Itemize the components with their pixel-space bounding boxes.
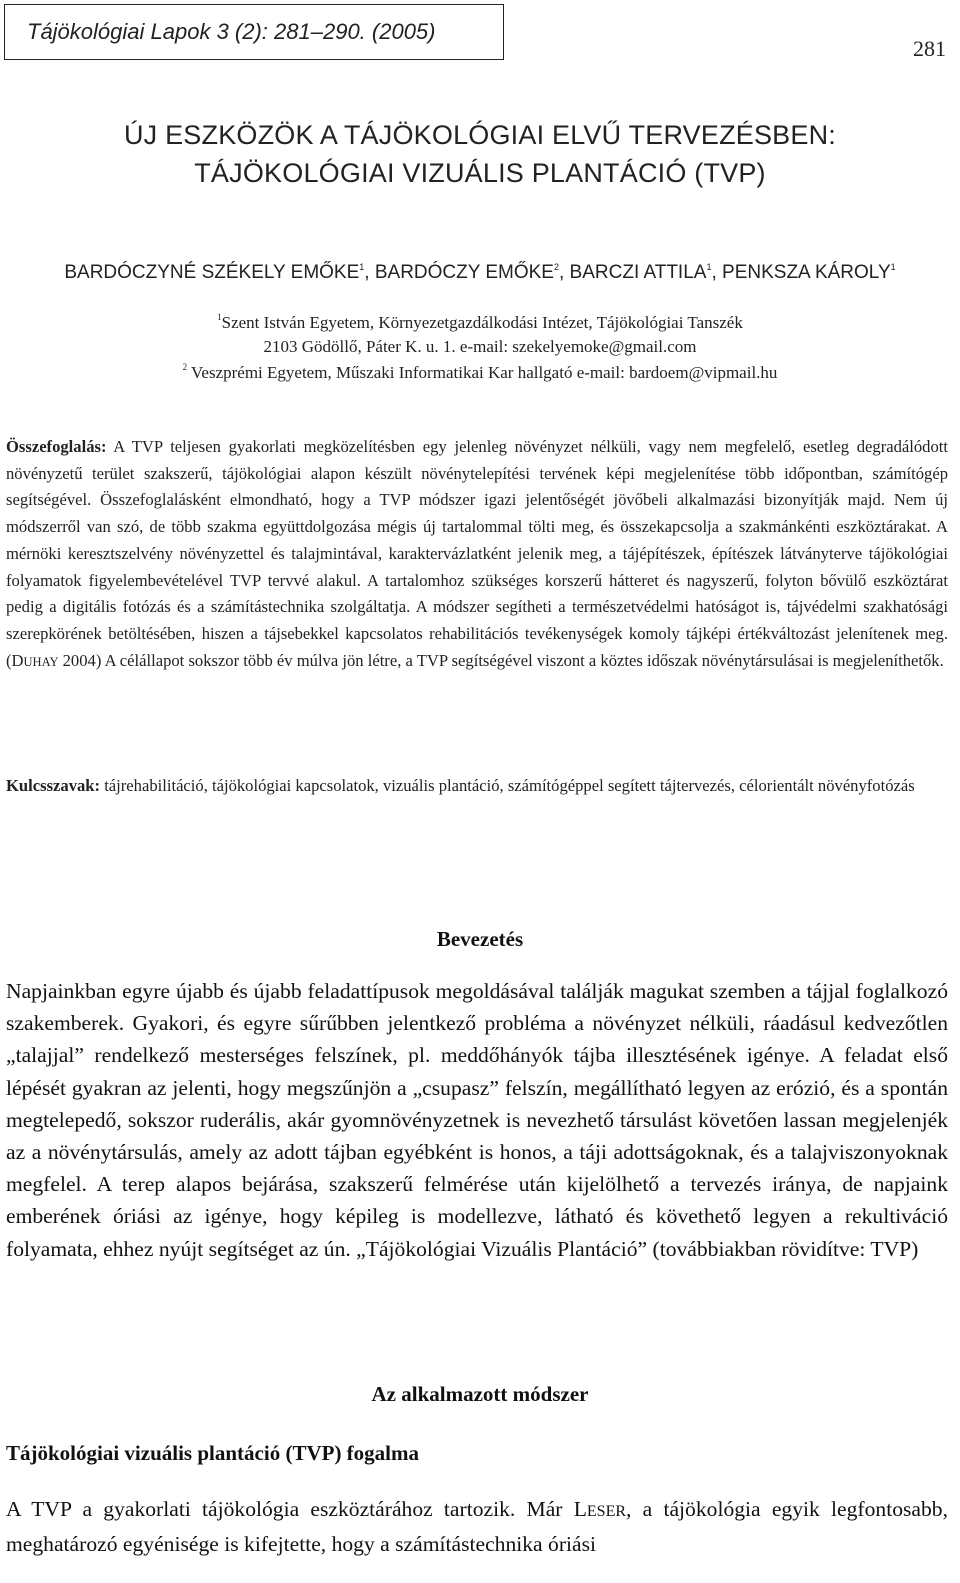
tvp-author-smallcaps: ESER <box>586 1503 627 1520</box>
abstract-label: Összefoglalás: <box>6 437 107 456</box>
tvp-paragraph <box>6 1493 948 1560</box>
affiliation-2-text: Veszprémi Egyetem, Műszaki Informatikai Kar hallgató e-mail: bardoem@vipmail.hu <box>187 363 778 382</box>
journal-citation: Tájökológiai Lapok 3 (2): 281–290. (2005) <box>27 19 436 44</box>
keywords-text: tájrehabilitáció, tájökológiai kapcsolatok, vizuális plantáció, számítógéppel segített tájtervezés, célorientált növényfotózás <box>100 776 915 795</box>
abstract-author-smallcaps: UHAY <box>23 654 59 669</box>
author-4-affil: 1 <box>890 262 896 272</box>
keywords-label: Kulcsszavak: <box>6 776 101 795</box>
affiliation-2-marker: 2 <box>182 362 188 372</box>
section-heading-intro: Bevezetés <box>436 927 524 951</box>
author-4: , PENKSZA KÁROLY <box>711 262 891 283</box>
tvp-text-2: , a tájökológia egyik legfontosabb, meghatározó egyénisége is kifejtette, hogy a számítástechnika óriási <box>6 1497 948 1557</box>
intro-paragraph: Napjainkban egyre újabb és újabb feladattípusok megoldásával találják magukat szemben a tájjal foglalkozó szakemberek. Gyakori, és egyre sűrűbben jelentkező probléma a növényzet nélküli, ráadásul kedvezőtlen „talajjal” rendelkező mesterséges felszínek, pl. meddőhányók tájba illesztésének igénye. A feladat első lépését gyakran az jelenti, hogy megszűnjön a „csupasz” felszín, megállítható legyen az erózió, és a spontán megtelepedő, sokszor ruderális, akár gyomnövényzetnek is nevezhető társulást követően lassan megjelenjék az a növénytársulás, amely az adott tájban egyébként is honos, a táji adottságoknak, és a talajviszonyoknak megfelel. A terep alapos bejárása, szakszerű felmérése után kijelölhető a tervezés iránya, de napjaink emberének óriási az igénye, hogy képileg is modellezve, látható és követhető legyen a rekultiváció folyamata, ehhez nyújt segítséget az ún. „Tájökológiai Vizuális Plantáció” (továbbiakban rövidítve: TVP) <box>6 979 948 1261</box>
title-line-2: TÁJÖKOLÓGIAI VIZUÁLIS PLANTÁCIÓ (TVP) <box>194 158 766 188</box>
author-3-affil: 1 <box>706 262 712 272</box>
author-1: BARDÓCZYNÉ SZÉKELY EMŐKE <box>64 262 360 283</box>
paper-title <box>0 116 960 192</box>
affiliation-1-text: Szent István Egyetem, Környezetgazdálkodási Intézet, Tájökológiai Tanszék <box>221 313 743 332</box>
abstract <box>6 434 948 675</box>
subsection-heading-tvp: Tájökológiai vizuális plantáció (TVP) fogalma <box>6 1441 420 1465</box>
abstract-text-2: 2004) A célállapot sokszor több év múlva jön létre, a TVP segítségével viszont a köztes időszak növénytársulásai is megjeleníthetők. <box>58 650 944 670</box>
keywords <box>6 773 948 800</box>
journal-citation-box <box>4 4 504 60</box>
affiliation-1-marker: 1 <box>217 312 222 322</box>
affiliation-1-line-2: 2103 Gödöllő, Páter K. u. 1. e-mail: szekelyemoke@gmail.com <box>263 337 697 356</box>
section-heading-method: Az alkalmazott módszer <box>371 1382 589 1406</box>
page-number: 281 <box>913 36 946 61</box>
author-2: , BARDÓCZY EMŐKE <box>364 262 554 283</box>
affiliation-1-line-1 <box>0 312 960 333</box>
title-line-1: ÚJ ESZKÖZÖK A TÁJÖKOLÓGIAI ELVŰ TERVEZÉSBEN: <box>123 120 836 150</box>
affiliation-2 <box>0 362 960 383</box>
tvp-text-1: A TVP a gyakorlati tájökológia eszköztárához tartozik. Már L <box>6 1497 587 1521</box>
author-2-affil: 2 <box>553 262 559 272</box>
author-3: , BARCZI ATTILA <box>559 262 707 283</box>
abstract-text-1: A TVP teljesen gyakorlati megközelítésben egy jelenleg növényzet nélküli, vagy nem megfelelő, esetleg degradálódott növényzetű terület szakszerű, tájökológiai alapon készült növénytelepítési tervének képi megjelenítése több időpontban, számítógép segítségével. Összefoglalásként elmondható, hogy a TVP módszer igazi jelentőségét jövőbeli alkalmazási bizonyítják majd. Nem új módszerről van szó, de több szakma együttdolgozása mégis új tartalommal tölti meg, és összekapcsolja a szakmánkénti eszköztárakat. A mérnöki keresztszelvény növényzettel és talajmintával, karaktervázlatként jelenik meg, a tájépítészek, építészek látványterve tájökológiai folyamatok figyelembevételével TVP tervvé alakul. A tartalomhoz szükséges korszerű hátteret és nagyszerű, folyton bővülő eszköztárat pedig a digitális fotózás és a számítástechnika szolgáltatja. A módszer segítheti a természetvédelmi hatóságot is, tájvédelmi szakhatósági szerepkörének betöltésében, hiszen a tájsebekkel kapcsolatos rehabilitációs tevékenységek komoly tájképi értékváltozást jelenítenek meg. (D <box>6 437 948 670</box>
author-list <box>0 262 960 284</box>
author-1-affil: 1 <box>359 262 365 272</box>
